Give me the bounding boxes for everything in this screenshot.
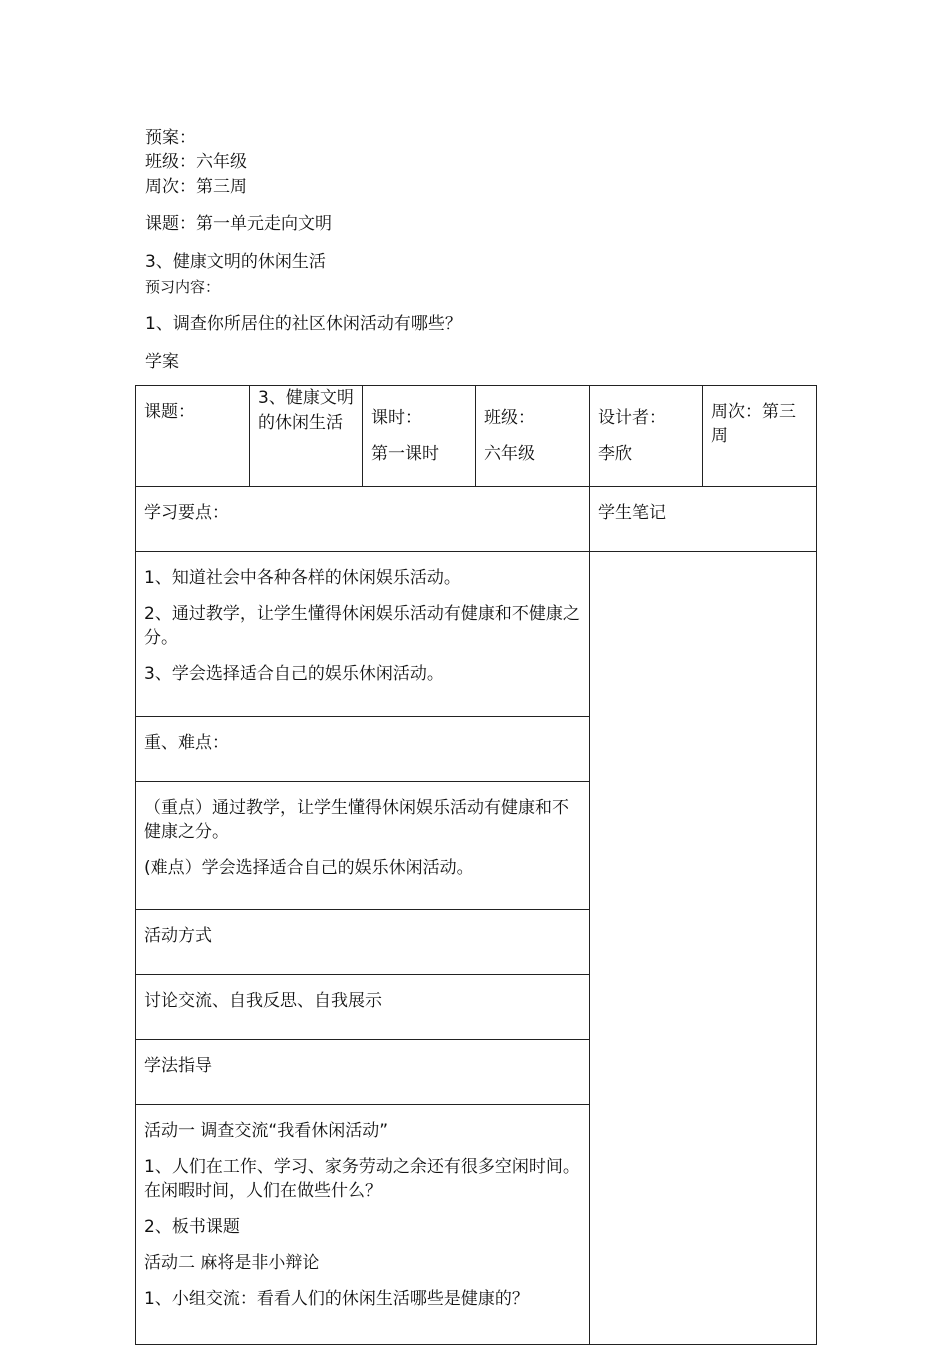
key-points-label: 学习要点： [136,487,590,552]
preview-week: 周次：第三周 [145,177,247,197]
key-points-row [136,487,817,552]
topic-label-cell: 课题： [136,386,250,487]
activity-line: 2、板书课题 [144,1217,240,1237]
activity-mode-value: 讨论交流、自我反思、自我展示 [136,975,590,1040]
preview-lesson: 3、健康文明的休闲生活 [145,252,326,272]
activity-line: 活动二 麻将是非小辩论 [144,1253,320,1273]
goals-row [136,552,817,717]
goals-cell [136,552,590,717]
preview-content-label: 预习内容： [145,278,221,296]
preview-label: 预案： [145,128,196,148]
notes-label: 学生笔记 [590,487,817,552]
study-title: 学案 [145,352,179,372]
header-row [136,386,817,487]
difficulty-item: （重点）通过教学，让学生懂得休闲娱乐活动有健康和不健康之分。 [144,798,569,842]
activities-cell [136,1105,590,1345]
goal-item: 2、通过教学，让学生懂得休闲娱乐活动有健康和不健康之分。 [144,604,580,648]
activity-line: 1、人们在工作、学习、家务劳动之余还有很多空闲时间。在闲暇时间，人们在做些什么？ [144,1157,580,1201]
study-plan-table [135,385,817,1345]
student-notes-area[interactable] [590,552,817,1345]
class-cell: 班级： 六年级 [476,386,590,487]
goal-item: 1、知道社会中各种各样的休闲娱乐活动。 [144,568,461,588]
difficulty-label: 重、难点： [136,717,590,782]
activity-line: 活动一 调查交流“我看休闲活动” [144,1121,389,1141]
difficulty-item: (难点）学会选择适合自己的娱乐休闲活动。 [144,858,474,878]
difficulties-cell [136,782,590,910]
preview-class: 班级：六年级 [145,152,247,172]
activity-line: 1、小组交流：看看人们的休闲生活哪些是健康的？ [144,1289,529,1309]
designer-cell: 设计者： 李欣 [590,386,703,487]
week-cell: 周次：第三周 [703,386,817,487]
activity-mode-label: 活动方式 [136,910,590,975]
preview-topic: 课题：第一单元走向文明 [145,214,332,234]
topic-value-cell: 3、健康文明的休闲生活 [250,386,363,487]
goal-item: 3、学会选择适合自己的娱乐休闲活动。 [144,664,444,684]
method-label: 学法指导 [136,1040,590,1105]
preview-question: 1、调查你所居住的社区休闲活动有哪些？ [145,314,462,334]
period-cell: 课时： 第一课时 [363,386,476,487]
